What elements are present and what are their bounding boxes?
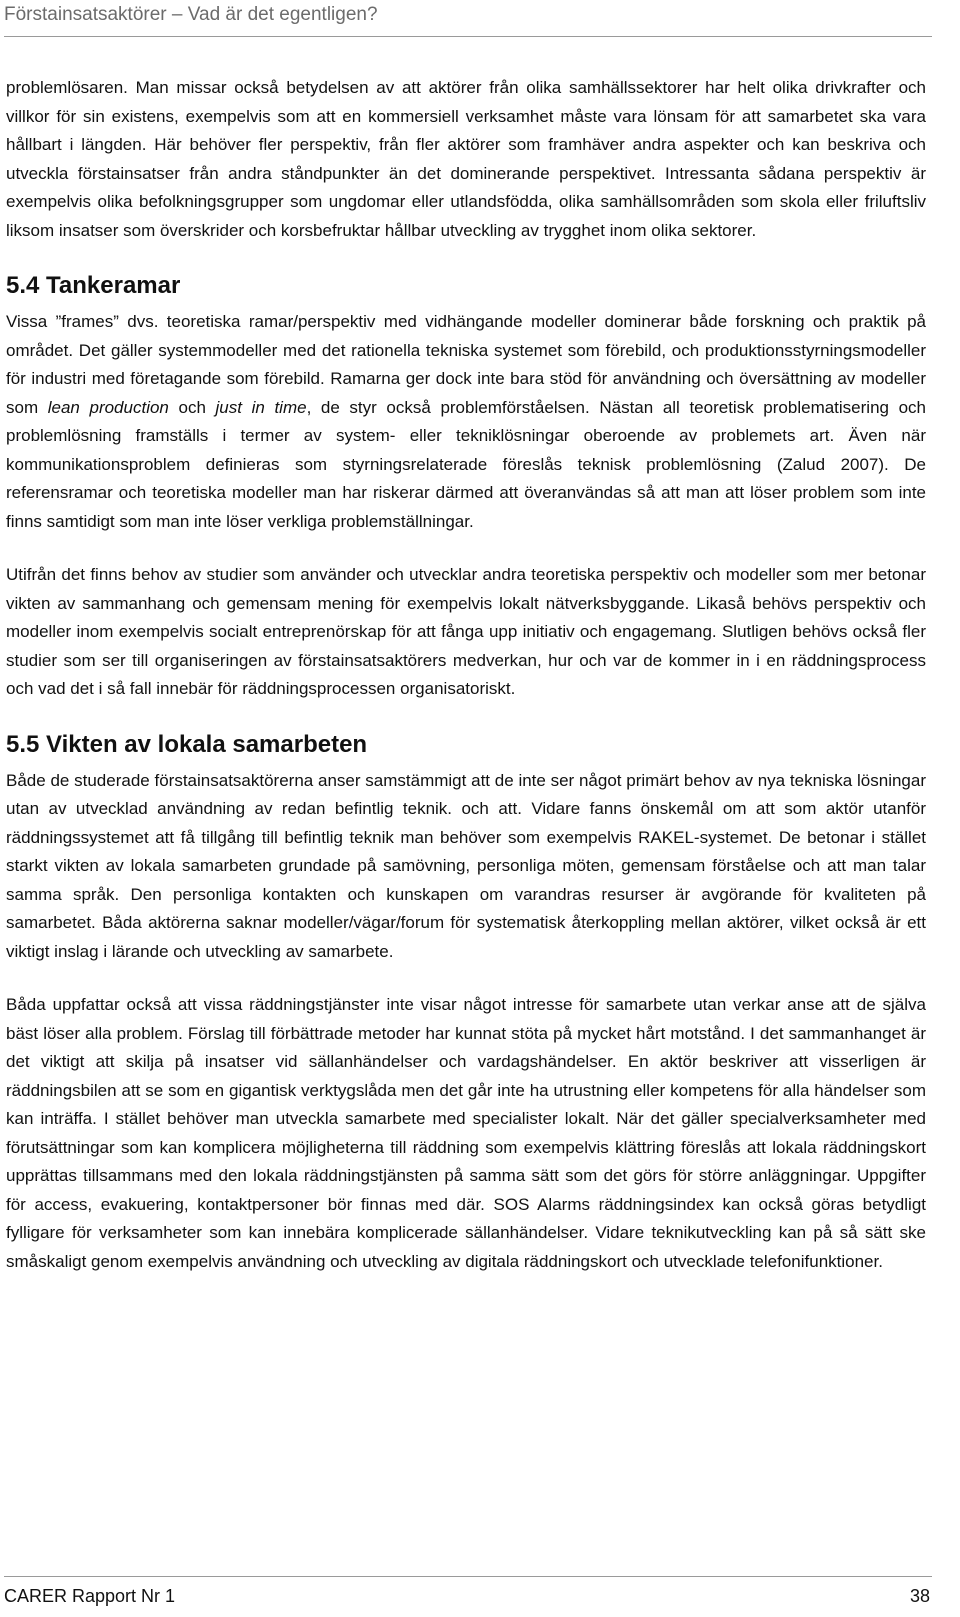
header-divider [4, 36, 932, 37]
footer-report-name: CARER Rapport Nr 1 [4, 1586, 176, 1606]
tankeramar-paragraph-2: Utifrån det finns behov av studier som använder och utvecklar andra teoretiska perspektiv och modeller som mer betonar vikten av sammanhang och gemensam mening för exempelvis lokalt nätverksbyggande. Likaså behövs perspektiv och modeller inom exempelvis socialt entreprenörskap för att fånga upp initiativ och engagemang. Slutligen behövs också fler studier som ser till organiseringen av förstainsatsaktörers medverkan, hur och var de kommer in i en räddningsprocess och vad det i så fall innebär för räddningsprocessen organisatoriskt. [6, 565, 926, 698]
intro-paragraph: problemlösaren. Man missar också betydelsen av att aktörer från olika samhällssektorer har helt olika drivkrafter och villkor för sin existens, exempelvis som att en kommersiell verksamhet måste vara lönsam för att samarbetet ska vara hållbart i längden. Här behöver fler perspektiv, från fler aktörer som framhäver andra aspekter och kan beskriva och utveckla förstainsatser från andra ståndpunkter än det dominerande perspektivet. Intressanta sådana perspektiv är exempelvis olika befolkningsgrupper som ungdomar eller utlandsfödda, olika samhällsområden som skola eller friluftsliv liksom insatser som överskrider och korsbefruktar hållbar utveckling av trygghet inom olika sektorer. [6, 78, 926, 240]
page-number: 38 [909, 1586, 930, 1606]
italic-term-just-in-time: just in time [215, 397, 307, 417]
samarbeten-paragraph-2: Båda uppfattar också att vissa räddningstjänster inte visar något intresse för samarbete utan verkar anse att de själva bäst löser alla problem. Förslag till förbättrade metoder har kunnat stöta på mycket hårt motstånd. I det sammanhanget är det viktigt att skilja på insatser vid sällanhändelser och vardagshändelser. En aktör beskriver att visserligen är räddningsbilen att se som en gigantisk verktygslåda men det går inte ha utrustning eller kompetens för alla händelser som kan inträffa. I stället behöver man utveckla samarbete med specialister lokalt. När det gäller specialverksamheter med förutsättningar som kan komplicera möjligheterna till räddning som exempelvis klättring föreslås att lokala räddningskort upprättas tillsammans med den lokala räddningstjänsten på samma sätt som det görs för större anläggningar. Uppgifter för access, evakuering, kontaktpersoner bör finnas med där. SOS Alarms räddningsindex kan också göras betydligt fylligare för verksamheter som kan innebära komplicerade sällanhändelser. Vidare teknikutveckling kan på så sätt ske småskaligt genom exempelvis användning och utveckling av digitala räddningskort och utvecklade telefonifunktioner. [6, 995, 926, 1271]
footer-divider [4, 1576, 932, 1577]
section-heading-tankeramar: 5.4 Tankeramar [6, 272, 181, 299]
tankeramar-paragraph-1 [6, 308, 926, 536]
italic-term-lean-production: lean production [47, 397, 169, 417]
text-run: Vissa ”frames” dvs. teoretiska ramar/perspektiv med vidhängande modeller dominerar både forskning och praktik på området. Det gäller systemmodeller med det rationella tekniska systemet som förebild, och produktionsstyrningsmodeller för industri med företagande som förebild. Ramarna ger dock inte bara stöd för användning och översättning av modeller som [6, 312, 926, 417]
samarbeten-paragraph-1: Både de studerade förstainsatsaktörerna anser samstämmigt att de inte ser något primärt behov av nya tekniska lösningar utan av utvecklad användning av redan befintlig teknik. och att. Vidare fanns önskemål om att som aktör utanför räddningssystemet att få tillgång till befintlig teknik man behöver som exempelvis RAKEL-systemet. De betonar i stället starkt vikten av lokala samarbeten grundade på samövning, personliga möten, gemensam förståelse och att man talar samma språk. Den personliga kontakten och kunskapen om varandras resurser är avgörande för kvaliteten på samarbetet. Båda aktörerna saknar modeller/vägar/forum för systematisk återkoppling mellan aktörer, vilket också är ett viktigt inslag i lärande och utveckling av samarbete. [6, 770, 926, 961]
running-header: Förstainsatsaktörer – Vad är det egentligen? [4, 4, 378, 25]
document-body [6, 74, 926, 1276]
section-heading-lokala-samarbeten: 5.5 Vikten av lokala samarbeten [6, 730, 368, 758]
text-run: och [168, 397, 216, 417]
text-run: , de styr också problemförståelsen. Nästan all teoretisk problematisering och problemlösning framställs i termer av system- eller tekniklösningar oberoende av problemets art. Även när kommunikationsproblem definieras som styrningsrelaterade föreslås teknisk problemlösning (Zalud 2007). De referensramar och teoretiska modeller man har riskerar därmed att överanvändas så att man att löser problem som inte finns samtidigt som man inte löser verkliga problemställningar. [6, 397, 927, 531]
